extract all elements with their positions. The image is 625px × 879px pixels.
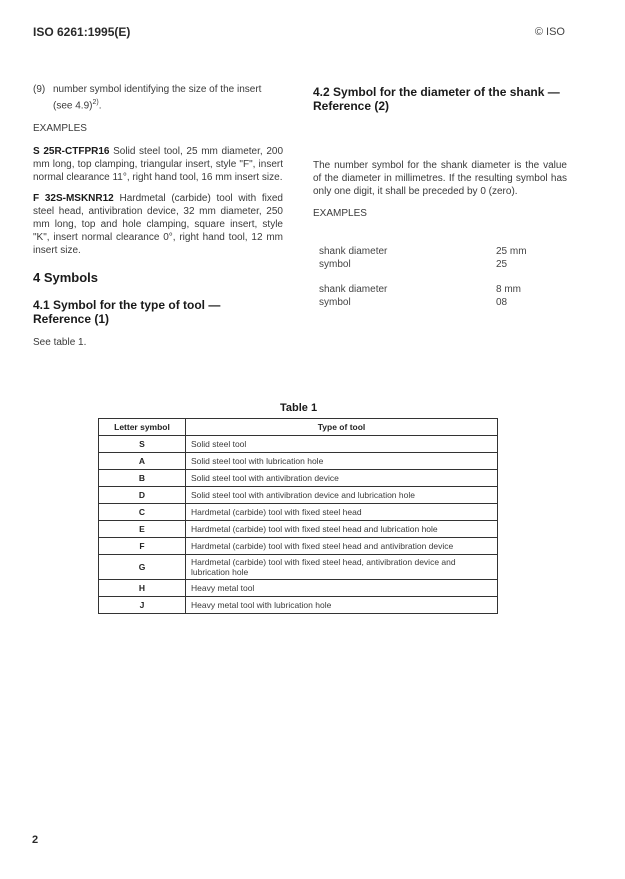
- letter-symbol-cell: S: [99, 436, 186, 453]
- letter-symbol-cell: E: [99, 521, 186, 538]
- item-9-ref: (see 4.9): [53, 100, 93, 112]
- letter-symbol-cell: G: [99, 555, 186, 580]
- symbol-value: 25: [496, 259, 508, 270]
- table-row: [99, 555, 498, 580]
- section-4-1-text: See table 1.: [33, 337, 87, 349]
- letter-symbol-cell: D: [99, 487, 186, 504]
- letter-symbol-cell: A: [99, 453, 186, 470]
- table-row: [99, 436, 498, 453]
- shank-diameter-label: shank diameter: [319, 284, 388, 295]
- table-row: [99, 538, 498, 555]
- example-1-text: Solid steel tool, 25 mm diameter, 200 mm long, top clamping, triangular insert, style "F", insert normal clearance 11°, right hand tool, 16 mm insert size.: [33, 146, 284, 184]
- table-1: [98, 418, 498, 614]
- letter-symbol-cell: C: [99, 504, 186, 521]
- section-4-1-title: 4.1 Symbol for the type of tool — Reference (1): [33, 298, 221, 327]
- item-9-footnote: 2): [92, 99, 99, 106]
- type-of-tool-cell: Hardmetal (carbide) tool with fixed steel head: [186, 504, 498, 521]
- section-4-title: 4 Symbols: [33, 270, 99, 286]
- section-4-2-text: The number symbol for the shank diameter is the value of the diameter in millimetres. If the resulting symbol has only one digit, it shall be preceded by 0 (zero).: [313, 160, 567, 197]
- item-9-text: number symbol identifying the size of the insert: [53, 84, 262, 95]
- letter-symbol-cell: J: [99, 597, 186, 614]
- shank-diameter-label: shank diameter: [319, 246, 388, 257]
- letter-symbol-cell: F: [99, 538, 186, 555]
- table-row: [99, 453, 498, 470]
- examples-heading-left: EXAMPLES: [33, 123, 87, 135]
- table-row: [99, 580, 498, 597]
- symbol-value: 08: [496, 297, 508, 308]
- document-id: ISO 6261:1995(E): [33, 25, 131, 39]
- example-2-text: Hardmetal (carbide) tool with fixed steel head, antivibration device, 32 mm diameter, 250 mm long, top and hole clamping, square insert, style "K", insert normal clearance 0°, right hand tool, 12 mm insert size.: [33, 193, 283, 257]
- table-1-caption: Table 1: [280, 402, 318, 414]
- letter-symbol-cell: B: [99, 470, 186, 487]
- letter-symbol-cell: H: [99, 580, 186, 597]
- table-row: [99, 487, 498, 504]
- example-1-code: S 25R-CTFPR16: [33, 146, 110, 158]
- type-of-tool-cell: Solid steel tool with antivibration device: [186, 470, 498, 487]
- type-of-tool-cell: Solid steel tool: [186, 436, 498, 453]
- copyright-mark: © ISO: [534, 26, 565, 38]
- item-9: (9) number symbol identifying the size of the insert (see 4.9)$^{2)}$.: [33, 84, 262, 112]
- left-column: [33, 83, 283, 349]
- table-row: [99, 597, 498, 614]
- type-of-tool-cell: Solid steel tool with antivibration device and lubrication hole: [186, 487, 498, 504]
- type-of-tool-cell: Hardmetal (carbide) tool with fixed steel head and antivibration device: [186, 538, 498, 555]
- table-row: [99, 521, 498, 538]
- type-of-tool-cell: Heavy metal tool with lubrication hole: [186, 597, 498, 614]
- type-of-tool-cell: Hardmetal (carbide) tool with fixed steel head, antivibration device and lubrication hole: [186, 555, 498, 580]
- right-column: [313, 85, 567, 220]
- column-header-letter-symbol: Letter symbol: [99, 419, 186, 436]
- type-of-tool-cell: Heavy metal tool: [186, 580, 498, 597]
- section-4-2-title: 4.2 Symbol for the diameter of the shank — Reference (2): [313, 85, 560, 113]
- symbol-label: symbol: [319, 297, 351, 308]
- item-9-label: (9): [33, 84, 46, 95]
- table-header-row: [99, 419, 498, 436]
- page-number: 2: [32, 834, 39, 846]
- shank-diameter-value: 8 mm: [496, 284, 521, 295]
- table-row: [99, 504, 498, 521]
- shank-diameter-value: 25 mm: [496, 246, 527, 257]
- example-2: [33, 192, 283, 257]
- example-1: [33, 145, 283, 184]
- symbol-label: symbol: [319, 259, 351, 270]
- column-header-type-of-tool: Type of tool: [186, 419, 498, 436]
- table-row: [99, 470, 498, 487]
- example-2-code: F 32S-MSKNR12: [33, 193, 114, 205]
- type-of-tool-cell: Hardmetal (carbide) tool with fixed steel head and lubrication hole: [186, 521, 498, 538]
- type-of-tool-cell: Solid steel tool with lubrication hole: [186, 453, 498, 470]
- examples-heading-right: EXAMPLES: [313, 208, 367, 219]
